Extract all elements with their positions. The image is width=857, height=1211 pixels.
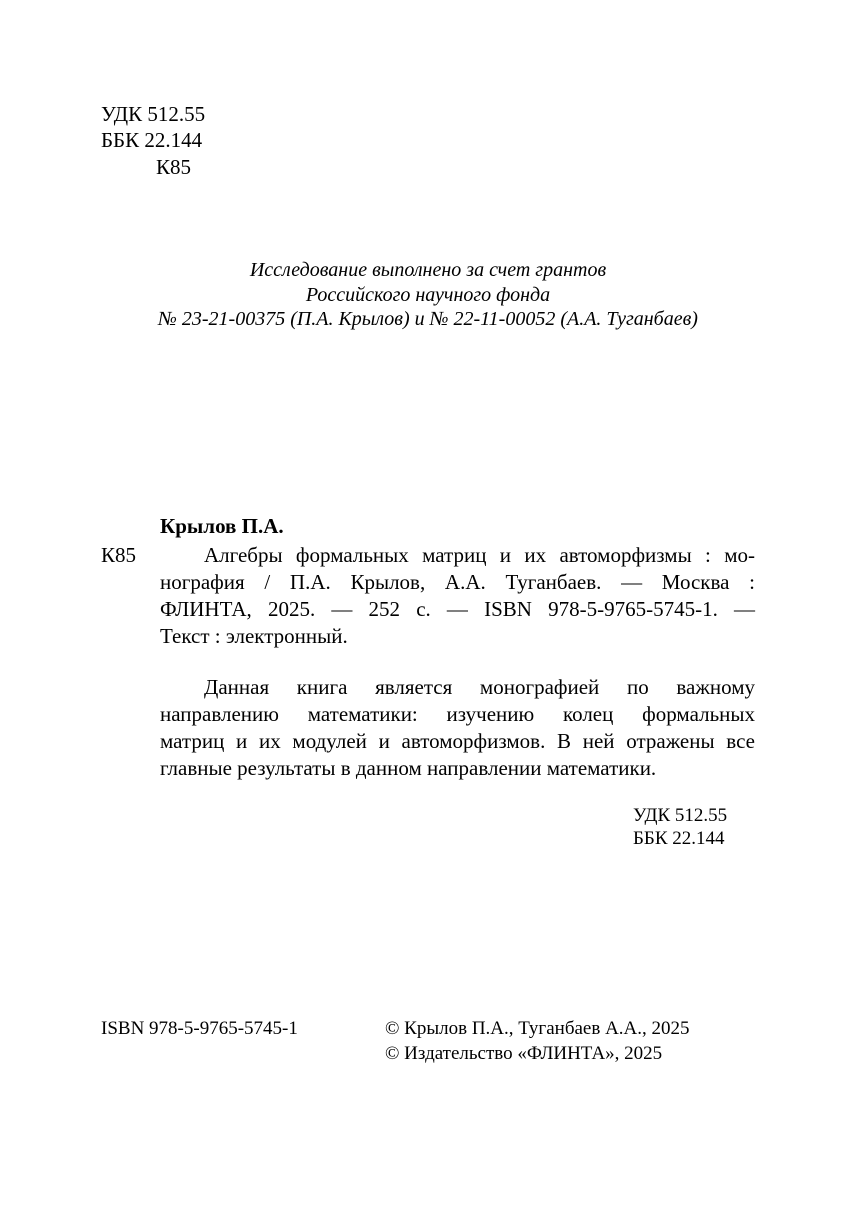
bbk-code: ББК 22.144 (101, 128, 203, 152)
udk-code: УДК 512.55 (101, 102, 206, 126)
bibliographic-line: Текст : электронный. (160, 624, 348, 648)
catalog-udk: УДК 512.55 (633, 805, 728, 826)
abstract-line: главные результаты в данном направлении математики. (160, 756, 657, 780)
isbn: ISBN 978-5-9765-5745-1 (101, 1018, 298, 1039)
abstract-line: матриц и их модулей и автоморфизмов. В ней отражены все (160, 729, 755, 753)
catalog-author-sign: К85 (101, 543, 137, 567)
bibliographic-line: ФЛИНТА, 2025. — 252 с. — ISBN 978-5-9765-5745-1. — (160, 597, 755, 621)
abstract-line: направлению математики: изучению колец формальных (160, 702, 755, 726)
copyright-authors: © Крылов П.А., Туганбаев А.А., 2025 (385, 1018, 690, 1039)
grant-note-line: № 23-21-00375 (П.А. Крылов) и № 22-11-00052 (А.А. Туганбаев) (158, 308, 698, 330)
author-sign: К85 (156, 155, 192, 179)
grant-note-line: Российского научного фонда (305, 284, 551, 306)
abstract-line: Данная книга является монографией по важному (204, 675, 755, 699)
catalog-bbk: ББК 22.144 (633, 828, 725, 849)
grant-note-line: Исследование выполнено за счет грантов (249, 259, 607, 281)
bibliographic-line: Алгебры формальных матриц и их автоморфизмы : мо- (204, 543, 755, 567)
copyright-publisher: © Издательство «ФЛИНТА», 2025 (385, 1043, 663, 1064)
bibliographic-line: нография / П.А. Крылов, А.А. Туганбаев. — Москва : (160, 570, 755, 594)
catalog-author: Крылов П.А. (160, 514, 284, 538)
